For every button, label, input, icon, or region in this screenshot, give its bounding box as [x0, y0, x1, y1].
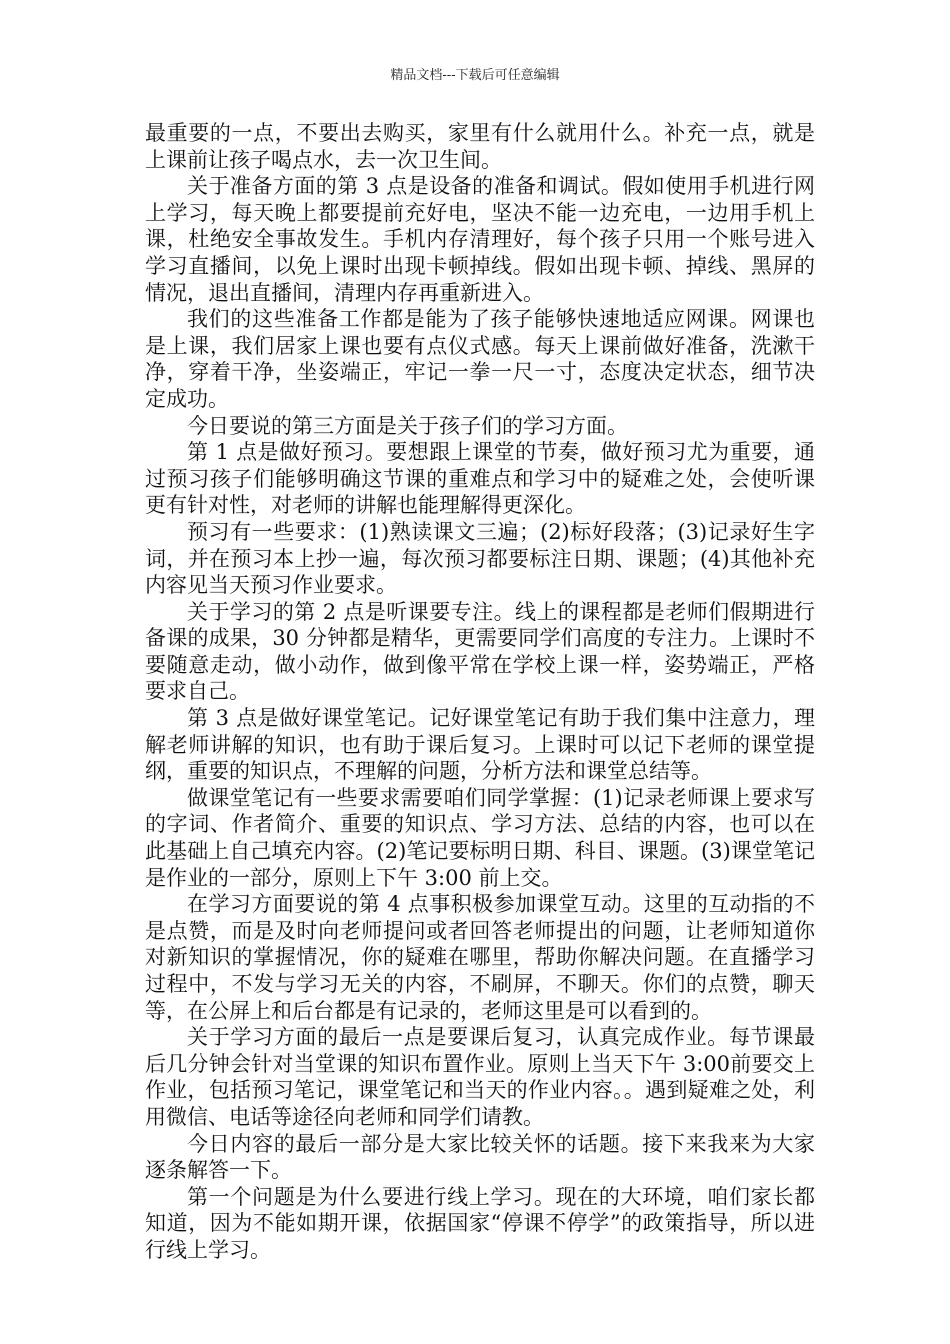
paragraph: 今日内容的最后一部分是大家比较关怀的话题。接下来我来为大家逐条解答一下。 [145, 1131, 815, 1183]
paragraph: 预习有一些要求：(1)熟读课文三遍；(2)标好段落；(3)记录好生字词，并在预习本上抄一遍，每次预习都要标注日期、课题；(4)其他补充内容见当天预习作业要求。 [145, 519, 815, 598]
paragraph: 今日要说的第三方面是关于孩子们的学习方面。 [187, 413, 628, 438]
paragraph: 第一个问题是为什么要进行线上学习。现在的大环境，咱们家长都知道，因为不能如期开课，依据国家“停课不停学”的政策指导，所以进行线上学习。 [145, 1184, 815, 1262]
page-header: 精品文档---下载后可任意编辑 [390, 68, 560, 83]
paragraph: 在学习方面要说的第 4 点事积极参加课堂互动。这里的互动指的不是点赞，而是及时向老师提问或者回答老师提出的问题，让老师知道你对新知识的掌握情况，你的疑难在哪里，帮助你解决问题。在直播学习过程中，不发与学习无关的内容，不刷屏，不聊天。你们的点赞，聊天等，在公屏上和后台都是有记录的，老师这里是可以看到的。 [145, 892, 815, 1023]
paragraph: 我们的这些准备工作都是能为了孩子能够快速地适应网课。网课也是上课，我们居家上课也要有点仪式感。每天上课前做好准备，洗漱干净，穿着干净，坐姿端正，牢记一拳一尺一寸，态度决定状态，细节决定成功。 [145, 307, 815, 411]
document-body [145, 120, 815, 1264]
paragraph: 最重要的一点，不要出去购买，家里有什么就用什么。补充一点，就是上课前让孩子喝点水，去一次卫生间。 [145, 121, 815, 172]
paragraph: 关于学习的第 2 点是听课要专注。线上的课程都是老师们假期进行备课的成果，30 分钟都是精华，更需要同学们高度的专注力。上课时不要随意走动，做小动作，做到像平常在学校上课一样，姿势端正，严格要求自己。 [145, 599, 815, 704]
paragraph: 关于学习方面的最后一点是要课后复习，认真完成作业。每节课最后几分钟会针对当堂课的知识布置作业。原则上当天下午 3:00前要交上作业，包括预习笔记，课堂笔记和当天的作业内容。。遇到疑难之处，利用微信、电话等途径向老师和同学们请教。 [145, 1025, 815, 1129]
paragraph: 第 3 点是做好课堂笔记。记好课堂笔记有助于我们集中注意力，理解老师讲解的知识，也有助于课后复习。上课时可以记下老师的课堂提纲，重要的知识点，不理解的问题，分析方法和课堂总结等。 [145, 706, 815, 784]
paragraph: 关于准备方面的第 3 点是设备的准备和调试。假如使用手机进行网上学习，每天晚上都要提前充好电，坚决不能一边充电，一边用手机上课，杜绝安全事故发生。手机内存清理好，每个孩子只用一个账号进入学习直播间，以免上课时出现卡顿掉线。假如出现卡顿、掉线、黑屏的情况，退出直播间，清理内存再重新进入。 [145, 174, 815, 305]
paragraph: 做课堂笔记有一些要求需要咱们同学掌握：(1)记录老师课上要求写的字词、作者简介、重要的知识点、学习方法、总结的内容，也可以在此基础上自己填充内容。(2)笔记要标明日期、科目、课题。(3)课堂笔记是作业的一部分，原则上下午 3:00 前上交。 [145, 785, 815, 890]
paragraph: 第 1 点是做好预习。要想跟上课堂的节奏，做好预习尤为重要，通过预习孩子们能够明确这节课的重难点和学习中的疑难之处，会使听课更有针对性，对老师的讲解也能理解得更深化。 [145, 440, 815, 518]
